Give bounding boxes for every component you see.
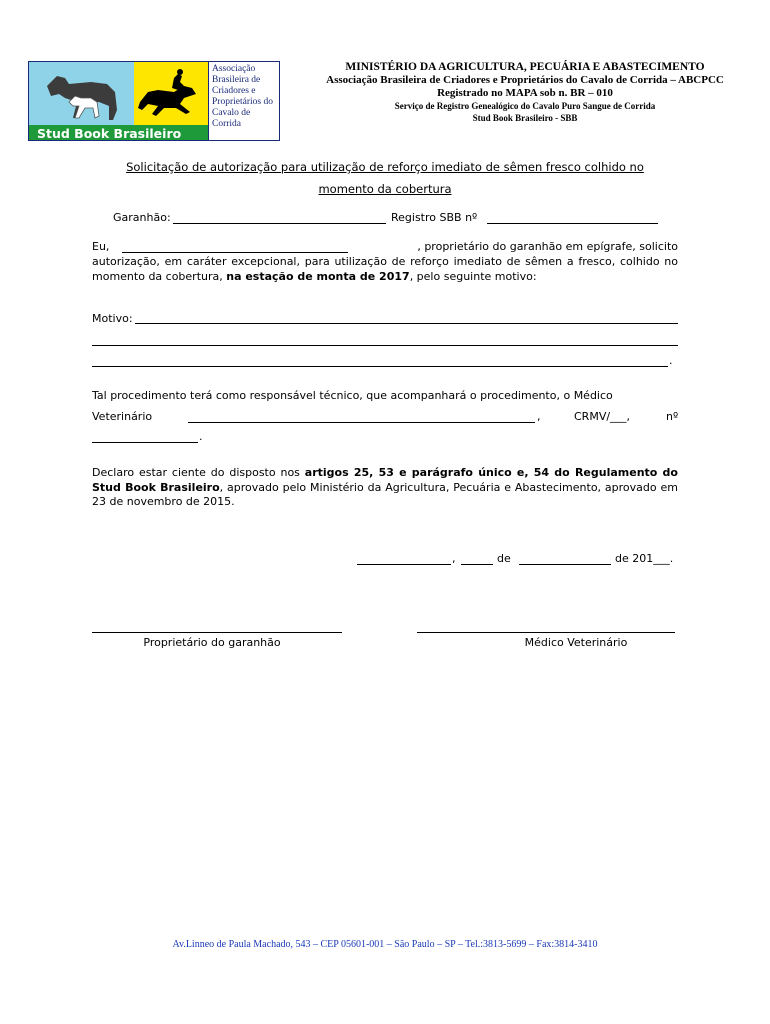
regulation-articles: artigos 25, 53 e parágrafo único e, 54 do Regulamento do Stud Book Brasileiro: [92, 466, 678, 494]
owner-signature-label: Proprietário do garanhão: [143, 636, 281, 649]
ministry-name: MINISTÉRIO DA AGRICULTURA, PECUÁRIA E ABASTECIMENTO: [345, 61, 705, 73]
motivo-field-line3[interactable]: [92, 366, 668, 367]
logo-brand-text: Stud Book Brasileiro: [29, 125, 208, 141]
assoc-line: Proprietários do: [212, 97, 273, 107]
assoc-line: Cavalo de: [212, 108, 251, 118]
procedure-end-dot: .: [199, 430, 203, 443]
motivo-end-dot: .: [669, 354, 673, 367]
vet-signature-line[interactable]: [417, 632, 675, 633]
declaration-body: autorização, em caráter excepcional, para utilização de reforço imediato de sêmen a fresco, colhido no momento da cobertura,: [92, 255, 678, 283]
horses-panel: [29, 62, 134, 128]
racehorse-jockey-icon: [134, 62, 208, 128]
month-field[interactable]: [519, 564, 611, 565]
mare-and-foal-icon: [29, 62, 134, 128]
service-name: Serviço de Registro Genealógico do Cavalo Puro Sangue de Corrida: [394, 101, 656, 111]
vet-label: Veterinário: [92, 410, 153, 423]
day-field[interactable]: [461, 564, 493, 565]
stallion-field[interactable]: [173, 223, 386, 224]
procedure-line: Tal procedimento terá como responsável técnico, que acompanhará o procedimento, o Médico: [92, 389, 613, 402]
association-name: Associação Brasileira de Criadores e Proprietários do Cavalo de Corrida – ABCPCC: [326, 74, 724, 86]
regulation-start: Declaro estar ciente do disposto nos: [92, 466, 305, 479]
year-field[interactable]: de 201___.: [615, 552, 674, 565]
sbb-name: Stud Book Brasileiro - SBB: [472, 113, 578, 123]
stallion-label: Garanhão:: [113, 211, 171, 224]
footer-address: Av.Linneo de Paula Machado, 543 – CEP 05601-001 – São Paulo – SP – Tel.:3813-5699 – Fax:3814-3410: [172, 939, 598, 950]
regulation-end: , aprovado pelo Ministério da Agricultura, Pecuária e Abastecimento, aprovado em 23 de novembro de 2015.: [92, 480, 678, 508]
regulation-paragraph: [92, 466, 678, 510]
city-field[interactable]: [357, 564, 451, 565]
declaration-season: na estação de monta de 2017: [226, 269, 410, 283]
vet-name-field[interactable]: [188, 422, 535, 423]
assoc-line: Brasileira de: [212, 75, 261, 85]
logo-association-text: [208, 62, 280, 141]
crmv-number-field[interactable]: [92, 442, 198, 443]
vet-comma: ,: [537, 410, 541, 423]
assoc-line: Corrida: [212, 119, 242, 129]
letterhead: [300, 61, 750, 124]
number-label: nº: [666, 410, 679, 423]
owner-signature-line[interactable]: [92, 632, 342, 633]
mapa-registration: Registrado no MAPA sob n. BR – 010: [437, 87, 613, 99]
declaration-end: , pelo seguinte motivo:: [409, 269, 537, 283]
declaration-paragraph: [92, 255, 678, 284]
vet-signature-label: Médico Veterinário: [524, 636, 628, 649]
declaration-line1-end: , proprietário do garanhão em epígrafe, solicito: [417, 240, 678, 253]
crmv-field[interactable]: CRMV/___,: [574, 410, 631, 423]
form-title-line: momento da cobertura: [318, 182, 452, 196]
racehorse-panel: [134, 62, 208, 128]
eu-label: Eu,: [92, 240, 110, 253]
assoc-line: Criadores e: [212, 86, 256, 96]
form-title: [92, 156, 678, 200]
registry-label: Registro SBB nº: [391, 211, 478, 224]
stud-book-logo: [28, 61, 280, 141]
assoc-line: Associação: [212, 64, 256, 74]
owner-name-field[interactable]: [122, 252, 348, 253]
motivo-label: Motivo:: [92, 312, 133, 325]
registry-field[interactable]: [487, 223, 658, 224]
form-title-line: Solicitação de autorização para utilização de reforço imediato de sêmen fresco colhido no: [126, 160, 644, 174]
date-de-label: de: [497, 552, 511, 565]
motivo-field-line1[interactable]: [135, 323, 678, 324]
motivo-field-line2[interactable]: [92, 345, 678, 346]
date-comma: ,: [452, 552, 456, 565]
